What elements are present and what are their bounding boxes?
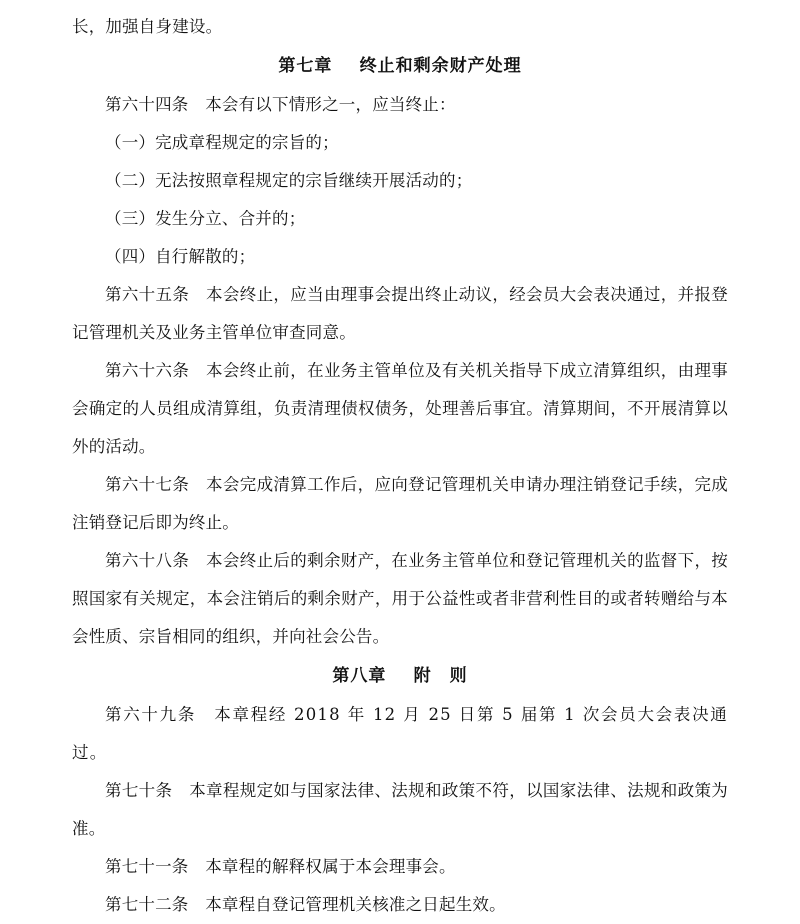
article-65: 第六十五条 本会终止，应当由理事会提出终止动议，经会员大会表决通过，并报登记管理机关及业务主管单位审查同意。 (72, 285, 728, 342)
chapter-heading-8-number: 第八章 (332, 666, 387, 686)
paragraph-continued: 长，加强自身建设。 (72, 17, 223, 36)
article-67: 第六十七条 本会完成清算工作后，应向登记管理机关申请办理注销登记手续，完成注销登记后即为终止。 (72, 475, 728, 532)
article-69: 第六十九条 本章程经 2018 年 12 月 25 日第 5 届第 1 次会员大会表决通过。 (72, 705, 728, 762)
chapter-heading-8 (72, 656, 728, 696)
article-64: 第六十四条 本会有以下情形之一，应当终止： (105, 95, 456, 114)
article-70: 第七十条 本章程规定如与国家法律、法规和政策不符，以国家法律、法规和政策为准。 (72, 781, 728, 838)
article-72: 第七十二条 本章程自登记管理机关核准之日起生效。 (105, 895, 506, 914)
article-64-item-4: （四）自行解散的； (105, 247, 256, 266)
chapter-heading-7-number: 第七章 (278, 56, 333, 76)
article-71: 第七十一条 本章程的解释权属于本会理事会。 (105, 857, 456, 876)
chapter-heading-8-title: 附 则 (413, 666, 468, 686)
chapter-heading-7-title: 终止和剩余财产处理 (359, 56, 522, 76)
article-64-item-2: （二）无法按照章程规定的宗旨继续开展活动的； (105, 171, 473, 190)
article-64-item-1: （一）完成章程规定的宗旨的； (105, 133, 339, 152)
document-body (72, 8, 728, 924)
article-68: 第六十八条 本会终止后的剩余财产，在业务主管单位和登记管理机关的监督下，按照国家有关规定，本会注销后的剩余财产，用于公益性或者非营利性目的或者转赠给与本会性质、宗旨相同的组织，并向社会公告。 (72, 551, 728, 646)
article-64-item-3: （三）发生分立、合并的； (105, 209, 306, 228)
chapter-heading-7 (72, 46, 728, 86)
article-66: 第六十六条 本会终止前，在业务主管单位及有关机关指导下成立清算组织，由理事会确定的人员组成清算组，负责清理债权债务，处理善后事宜。清算期间，不开展清算以外的活动。 (72, 361, 728, 456)
